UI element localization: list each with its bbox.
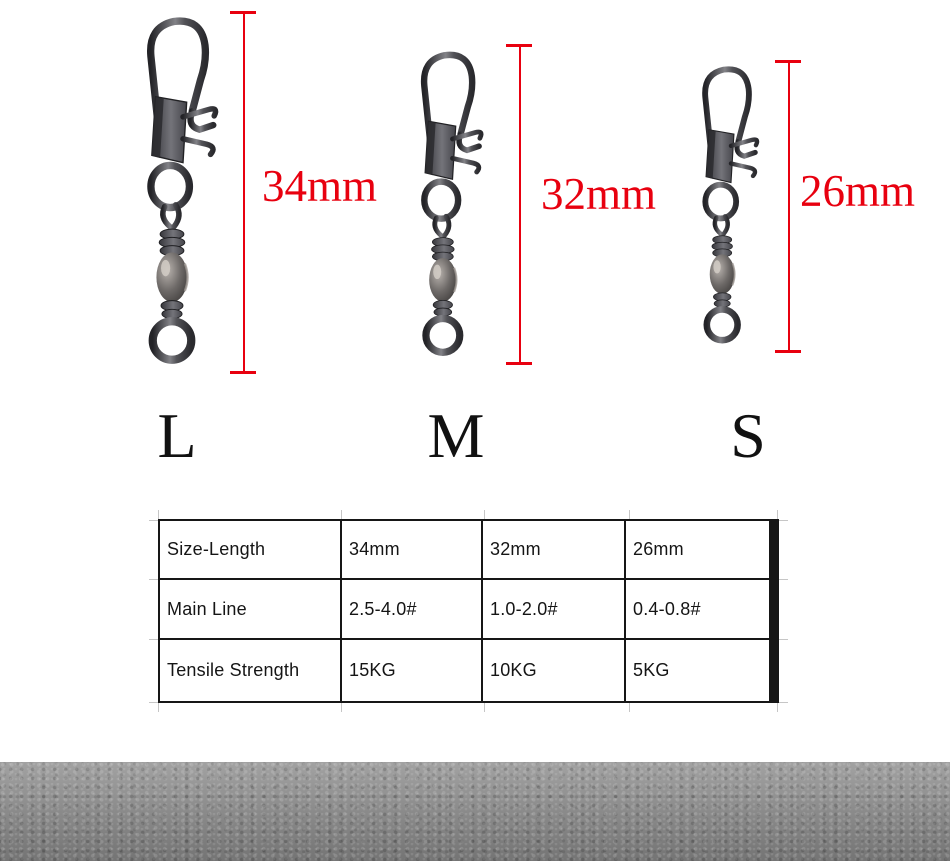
measure-line-medium bbox=[519, 45, 521, 365]
gridline-stub bbox=[779, 579, 788, 580]
spec-cell: 5KG bbox=[626, 640, 769, 701]
spec-cell: 26mm bbox=[626, 521, 769, 578]
gridline-stub bbox=[149, 579, 158, 580]
snap-swivel-photo-large bbox=[128, 8, 238, 376]
measure-line-large bbox=[243, 12, 245, 373]
footer-texture-band bbox=[0, 762, 950, 861]
spec-cell: 1.0-2.0# bbox=[483, 580, 624, 638]
spec-cell: 0.4-0.8# bbox=[626, 580, 769, 638]
spec-row-label: Main Line bbox=[160, 580, 340, 638]
measure-tick-bottom-small bbox=[775, 350, 801, 353]
spec-cell: 32mm bbox=[483, 521, 624, 578]
measure-label-medium: 32mm bbox=[541, 169, 657, 219]
gridline-stub bbox=[149, 639, 158, 640]
size-letter-small: S bbox=[730, 400, 766, 471]
snap-swivel-photo-small bbox=[687, 59, 775, 353]
snap-swivel-photo-medium bbox=[404, 44, 501, 366]
measure-label-small: 26mm bbox=[800, 166, 916, 216]
size-letter-medium: M bbox=[427, 400, 485, 471]
gridline-stub bbox=[629, 510, 630, 519]
gridline-stub bbox=[777, 703, 778, 712]
size-letter-large: L bbox=[157, 400, 197, 471]
spec-cell: 10KG bbox=[483, 640, 624, 701]
gridline-stub bbox=[149, 702, 158, 703]
measure-line-small bbox=[788, 61, 790, 353]
gridline-stub bbox=[629, 703, 630, 712]
measure-label-large: 34mm bbox=[262, 161, 378, 211]
gridline-stub bbox=[484, 510, 485, 519]
gridline-stub bbox=[779, 639, 788, 640]
gridline-stub bbox=[779, 702, 788, 703]
measure-tick-bottom-large bbox=[230, 371, 256, 374]
spec-row-label: Size-Length bbox=[160, 521, 340, 578]
spec-row-label: Tensile Strength bbox=[160, 640, 340, 701]
gridline-stub bbox=[484, 703, 485, 712]
gridline-stub bbox=[777, 510, 778, 519]
spec-table bbox=[158, 519, 779, 703]
spec-cell: 34mm bbox=[342, 521, 481, 578]
gridline-stub bbox=[341, 510, 342, 519]
gridline-stub bbox=[158, 510, 159, 519]
spec-cell: 15KG bbox=[342, 640, 481, 701]
gridline-stub bbox=[158, 703, 159, 712]
gridline-stub bbox=[779, 520, 788, 521]
spec-cell: 2.5-4.0# bbox=[342, 580, 481, 638]
gridline-stub bbox=[149, 520, 158, 521]
gridline-stub bbox=[341, 703, 342, 712]
measure-tick-bottom-medium bbox=[506, 362, 532, 365]
